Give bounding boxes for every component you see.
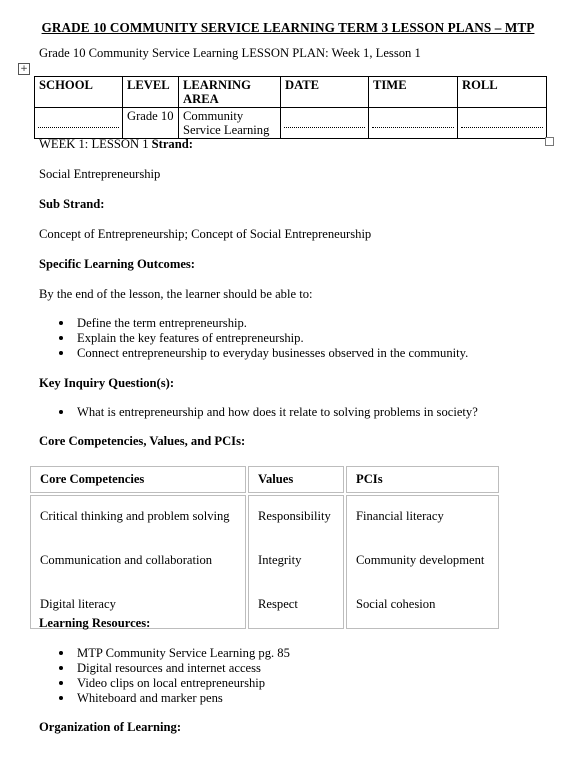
list-item: Connect entrepreneurship to everyday businesses observed in the community. bbox=[39, 346, 468, 361]
sub-strand-heading: Sub Strand: bbox=[39, 197, 105, 211]
bullet-icon bbox=[59, 696, 63, 700]
header-values: Values bbox=[248, 466, 344, 493]
lesson-plan-subtitle: Grade 10 Community Service Learning LESSON PLAN: Week 1, Lesson 1 bbox=[39, 46, 421, 60]
sub-strand-value: Concept of Entrepreneurship; Concept of Social Entrepreneurship bbox=[39, 227, 372, 241]
value-item: Integrity bbox=[258, 553, 302, 567]
header-learning-area: LEARNING AREA bbox=[179, 77, 281, 108]
slo-heading: Specific Learning Outcomes: bbox=[39, 257, 196, 271]
organization-heading: Organization of Learning: bbox=[39, 720, 182, 734]
slo-intro: By the end of the lesson, the learner should be able to: bbox=[39, 287, 313, 301]
week-lesson-label: WEEK 1: LESSON 1 bbox=[39, 137, 152, 151]
resources-list bbox=[39, 646, 290, 706]
time-value-field[interactable] bbox=[369, 108, 458, 139]
strand-heading: Strand: bbox=[151, 137, 193, 151]
value-item: Respect bbox=[258, 597, 298, 611]
table-move-icon[interactable]: + bbox=[18, 63, 30, 75]
list-item: What is entrepreneurship and how does it relate to solving problems in society? bbox=[39, 405, 478, 420]
week-lesson-line bbox=[39, 137, 193, 152]
header-roll: ROLL bbox=[458, 77, 547, 108]
list-item: Digital resources and internet access bbox=[39, 661, 290, 676]
pci-item: Social cohesion bbox=[356, 597, 436, 611]
values-cell bbox=[248, 495, 344, 629]
bullet-icon bbox=[59, 321, 63, 325]
kiq-heading: Key Inquiry Question(s): bbox=[39, 376, 175, 390]
header-core-competencies: Core Competencies bbox=[30, 466, 246, 493]
competencies-cell bbox=[30, 495, 246, 629]
list-item: Whiteboard and marker pens bbox=[39, 691, 290, 706]
pci-item: Community development bbox=[356, 553, 485, 567]
bullet-icon bbox=[59, 666, 63, 670]
pci-item: Financial literacy bbox=[356, 509, 444, 523]
header-level: LEVEL bbox=[123, 77, 179, 108]
competencies-heading: Core Competencies, Values, and PCIs: bbox=[39, 434, 246, 448]
header-date: DATE bbox=[281, 77, 369, 108]
list-item: Video clips on local entrepreneurship bbox=[39, 676, 290, 691]
competency-item: Critical thinking and problem solving bbox=[40, 509, 230, 523]
competency-item: Digital literacy bbox=[40, 597, 116, 611]
bullet-icon bbox=[59, 336, 63, 340]
header-school: SCHOOL bbox=[35, 77, 123, 108]
header-time: TIME bbox=[369, 77, 458, 108]
strand-value: Social Entrepreneurship bbox=[39, 167, 161, 181]
date-value-field[interactable] bbox=[281, 108, 369, 139]
kiq-list bbox=[39, 405, 478, 420]
bullet-icon bbox=[59, 351, 63, 355]
list-item: Explain the key features of entrepreneurship. bbox=[39, 331, 468, 346]
list-item: Define the term entrepreneurship. bbox=[39, 316, 468, 331]
table-resize-handle-icon[interactable] bbox=[545, 137, 554, 146]
document-title: GRADE 10 COMMUNITY SERVICE LEARNING TERM 3 LESSON PLANS – MTP bbox=[41, 20, 535, 35]
list-item: MTP Community Service Learning pg. 85 bbox=[39, 646, 290, 661]
pcis-cell bbox=[346, 495, 499, 629]
school-info-table bbox=[34, 76, 547, 139]
roll-value-field[interactable] bbox=[458, 108, 547, 139]
level-value: Grade 10 bbox=[123, 108, 179, 139]
bullet-icon bbox=[59, 681, 63, 685]
slo-list bbox=[39, 316, 468, 361]
header-pcis: PCIs bbox=[346, 466, 499, 493]
bullet-icon bbox=[59, 651, 63, 655]
competencies-table bbox=[28, 464, 501, 631]
resources-heading: Learning Resources: bbox=[39, 616, 151, 630]
bullet-icon bbox=[59, 410, 63, 414]
value-item: Responsibility bbox=[258, 509, 331, 523]
school-value-field[interactable] bbox=[35, 108, 123, 139]
competency-item: Communication and collaboration bbox=[40, 553, 213, 567]
learning-area-value: Community Service Learning bbox=[179, 108, 281, 139]
